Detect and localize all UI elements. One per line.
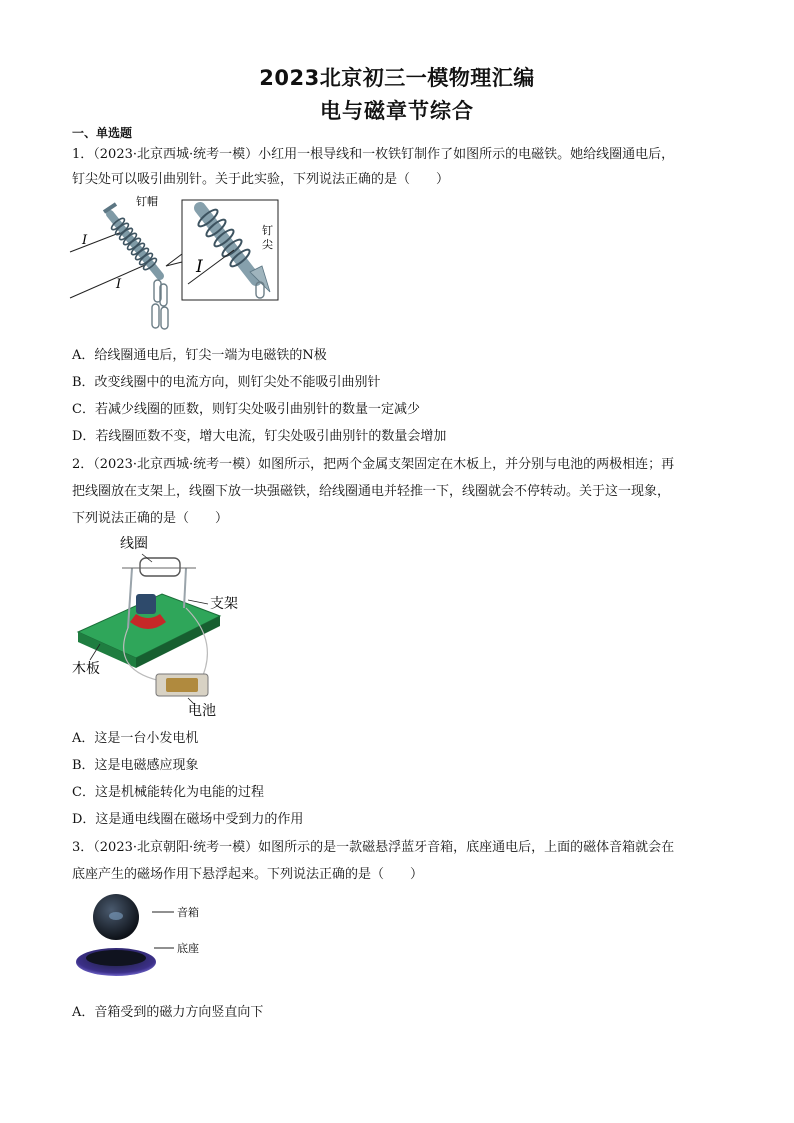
label-nail-tip-1: 钉 <box>262 224 273 237</box>
wire-line <box>70 262 152 298</box>
label-current-zoom: I <box>196 257 203 277</box>
speaker-highlight <box>109 912 123 920</box>
document-title: 2023北京初三一模物理汇编 <box>259 66 535 90</box>
question-2-option-a[interactable]: A．这是一台小发电机 <box>72 731 199 746</box>
section-heading: 一、单选题 <box>72 126 133 140</box>
label-battery: 电池 <box>188 703 216 719</box>
label-speaker: 音箱 <box>177 906 199 919</box>
question-1-option-b[interactable]: B．改变线圈中的电流方向，则钉尖处不能吸引曲别针 <box>72 375 381 390</box>
question-1-option-c[interactable]: C．若减少线圈的匝数，则钉尖处吸引曲别针的数量一定减少 <box>72 402 420 417</box>
label-nail-tip-2: 尖 <box>262 238 273 251</box>
document-subtitle: 电与磁章节综合 <box>320 99 474 123</box>
maglev-speaker-figure <box>72 890 232 990</box>
label-support: 支架 <box>210 596 238 612</box>
electromagnet-figure <box>66 192 286 337</box>
question-2-line-1: 2．（2023·北京西城·统考一模）如图所示，把两个金属支架固定在木板上，并分别与电池的两极相连；再 <box>72 457 675 472</box>
label-coil: 线圈 <box>120 536 148 552</box>
zoom-wire-line <box>188 250 234 284</box>
label-current-2: I <box>116 277 122 292</box>
label-current-1: I <box>82 233 88 248</box>
question-1-option-a[interactable]: A．给线圈通电后，钉尖一端为电磁铁的N极 <box>72 348 327 363</box>
question-2-option-b[interactable]: B．这是电磁感应现象 <box>72 758 199 773</box>
question-3-line-1: 3．（2023·北京朝阳·统考一模）如图所示的是一款磁悬浮蓝牙音箱，底座通电后，上面的磁体音箱就会在 <box>72 840 675 855</box>
callout-line <box>188 600 208 604</box>
motor-figure <box>70 532 260 722</box>
question-2-line-3: 下列说法正确的是（ ） <box>72 511 229 526</box>
label-nail-head: 钉帽 <box>136 195 158 208</box>
question-1-option-d[interactable]: D．若线圈匝数不变，增大电流，钉尖处吸引曲别针的数量会增加 <box>72 429 447 444</box>
speaker-base-top <box>86 950 146 966</box>
paper-clips <box>152 280 168 329</box>
question-2-option-c[interactable]: C．这是机械能转化为电能的过程 <box>72 785 264 800</box>
question-2-line-2: 把线圈放在支架上，线圈下放一块强磁铁，给线圈通电并轻推一下，线圈就会不停转动。关于这一现象， <box>72 484 671 499</box>
battery-cell <box>166 678 198 692</box>
question-1-line-2: 钉尖处可以吸引曲别针。关于此实验，下列说法正确的是（ ） <box>72 172 450 187</box>
zoom-pointer <box>166 254 182 266</box>
label-board: 木板 <box>72 661 100 677</box>
question-3-line-2: 底座产生的磁场作用下悬浮起来。下列说法正确的是（ ） <box>72 867 424 882</box>
coil-loop <box>140 558 180 576</box>
question-2-option-d[interactable]: D．这是通电线圈在磁场中受到力的作用 <box>72 812 304 827</box>
question-1-line-1: 1．（2023·北京西城·统考一模）小红用一根导线和一枚铁钉制作了如图所示的电磁铁。她给线圈通电后， <box>72 147 675 162</box>
question-3-option-a[interactable]: A．音箱受到的磁力方向竖直向下 <box>72 1005 264 1020</box>
magnet-block <box>136 594 156 614</box>
support-right <box>184 568 186 608</box>
label-base: 底座 <box>177 942 199 955</box>
